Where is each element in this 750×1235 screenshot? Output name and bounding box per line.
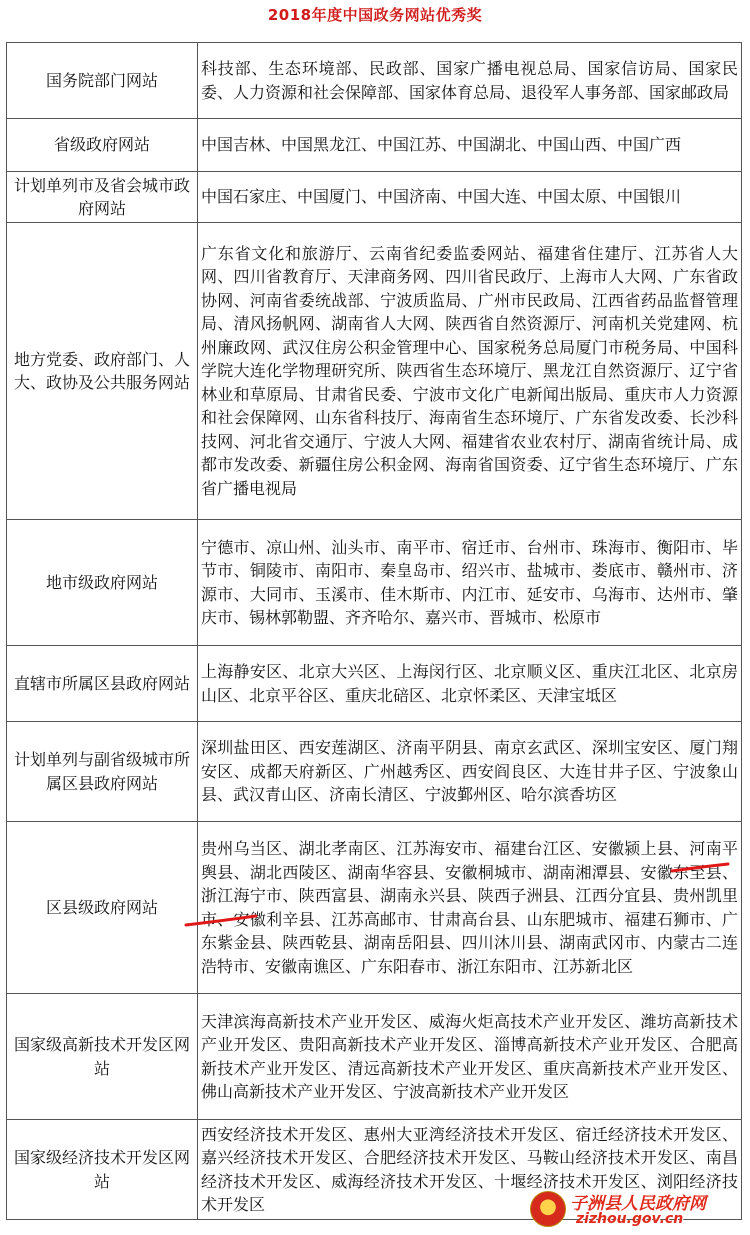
table-row <box>7 646 742 722</box>
table-row <box>7 172 742 223</box>
winners-cell: 广东省文化和旅游厅、云南省纪委监委网站、福建省住建厅、江苏省人大网、四川省教育厅、天津商务网、四川省民政厅、上海市人大网、广东省政协网、河南省委统战部、宁波质监局、广州市民政局、江西省药品监督管理局、清风扬帆网、湖南省人大网、陕西省自然资源厅、河南机关党建网、杭州廉政网、武汉住房公积金管理中心、国家税务总局厦门市税务局、中国科学院大连化学物理研究所、陕西省生态环境厅、黑龙江自然资源厅、辽宁省林业和草原局、甘肃省民委、宁波市文化广电新闻出版局、重庆市人力资源和社会保障网、山东省科技厅、海南省生态环境厅、广东省发改委、长沙科技网、河北省交通厅、宁波人大网、福建省农业农村厅、湖南省统计局、成都市发改委、新疆住房公积金网、海南省国资委、辽宁省生态环境厅、广东省广播电视局 <box>198 223 742 520</box>
table-row <box>7 822 742 994</box>
category-cell: 地市级政府网站 <box>7 520 198 646</box>
category-cell: 计划单列市及省会城市政府网站 <box>7 172 198 223</box>
awards-table <box>6 42 742 1220</box>
table-row <box>7 43 742 119</box>
table-row <box>7 520 742 646</box>
category-cell: 区县级政府网站 <box>7 822 198 994</box>
category-cell: 地方党委、政府部门、人大、政协及公共服务网站 <box>7 223 198 520</box>
watermark-name: 子洲县人民政府网 <box>570 1194 706 1214</box>
winners-cell: 中国吉林、中国黑龙江、中国江苏、中国湖北、中国山西、中国广西 <box>198 119 742 172</box>
winners-cell: 天津滨海高新技术产业开发区、威海火炬高技术产业开发区、潍坊高新技术产业开发区、贵阳高新技术产业开发区、淄博高新技术产业开发区、合肥高新技术产业开发区、清远高新技术产业开发区、重庆高新技术产业开发区、佛山高新技术产业开发区、宁波高新技术产业开发区 <box>198 994 742 1120</box>
winners-cell: 西安经济技术开发区、惠州大亚湾经济技术开发区、宿迁经济技术开发区、嘉兴经济技术开发区、合肥经济技术开发区、马鞍山经济技术开发区、南昌经济技术开发区、威海经济技术开发区、十堰经济技术开发区、浏阳经济技术开发区 <box>198 1120 742 1220</box>
category-cell: 计划单列与副省级城市所属区县政府网站 <box>7 722 198 822</box>
winners-cell: 贵州乌当区、湖北孝南区、江苏海安市、福建台江区、安徽颍上县、河南平舆县、湖北西陵区、湖南华容县、安徽桐城市、湖南湘潭县、安徽东至县、浙江海宁市、陕西富县、湖南永兴县、陕西子洲县、江西分宜县、贵州凯里市、安徽利辛县、江苏高邮市、甘肃高台县、山东肥城市、福建石狮市、广东紫金县、陕西乾县、湖南岳阳县、四川沐川县、湖南武冈市、内蒙古二连浩特市、安徽南谯区、广东阳春市、浙江东阳市、江苏新北区 <box>198 822 742 994</box>
category-cell: 国家级经济技术开发区网站 <box>7 1120 198 1220</box>
winners-cell: 宁德市、凉山州、汕头市、南平市、宿迁市、台州市、珠海市、衡阳市、毕节市、铜陵市、南阳市、秦皇岛市、绍兴市、盐城市、娄底市、赣州市、济源市、大同市、玉溪市、佳木斯市、内江市、延安市、乌海市、达州市、肇庆市、锡林郭勒盟、齐齐哈尔、嘉兴市、晋城市、松原市 <box>198 520 742 646</box>
table-row <box>7 119 742 172</box>
table-row <box>7 722 742 822</box>
winners-cell: 上海静安区、北京大兴区、上海闵行区、北京顺义区、重庆江北区、北京房山区、北京平谷区、重庆北碚区、北京怀柔区、天津宝坻区 <box>198 646 742 722</box>
table-row <box>7 1120 742 1220</box>
table-row <box>7 994 742 1120</box>
table-row <box>7 223 742 520</box>
winners-cell: 科技部、生态环境部、民政部、国家广播电视总局、国家信访局、国家民委、人力资源和社会保障部、国家体育总局、退役军人事务部、国家邮政局 <box>198 43 742 119</box>
winners-cell: 中国石家庄、中国厦门、中国济南、中国大连、中国太原、中国银川 <box>198 172 742 223</box>
category-cell: 直辖市所属区县政府网站 <box>7 646 198 722</box>
category-cell: 国家级高新技术开发区网站 <box>7 994 198 1120</box>
category-cell: 国务院部门网站 <box>7 43 198 119</box>
watermark-url: zizhou.gov.cn <box>576 1211 684 1227</box>
page-title: 2018年度中国政务网站优秀奖 <box>267 6 483 24</box>
category-cell: 省级政府网站 <box>7 119 198 172</box>
winners-cell: 深圳盐田区、西安莲湖区、济南平阴县、南京玄武区、深圳宝安区、厦门翔安区、成都天府新区、广州越秀区、西安阎良区、大连甘井子区、宁波象山县、武汉青山区、济南长清区、宁波鄞州区、哈尔滨香坊区 <box>198 722 742 822</box>
